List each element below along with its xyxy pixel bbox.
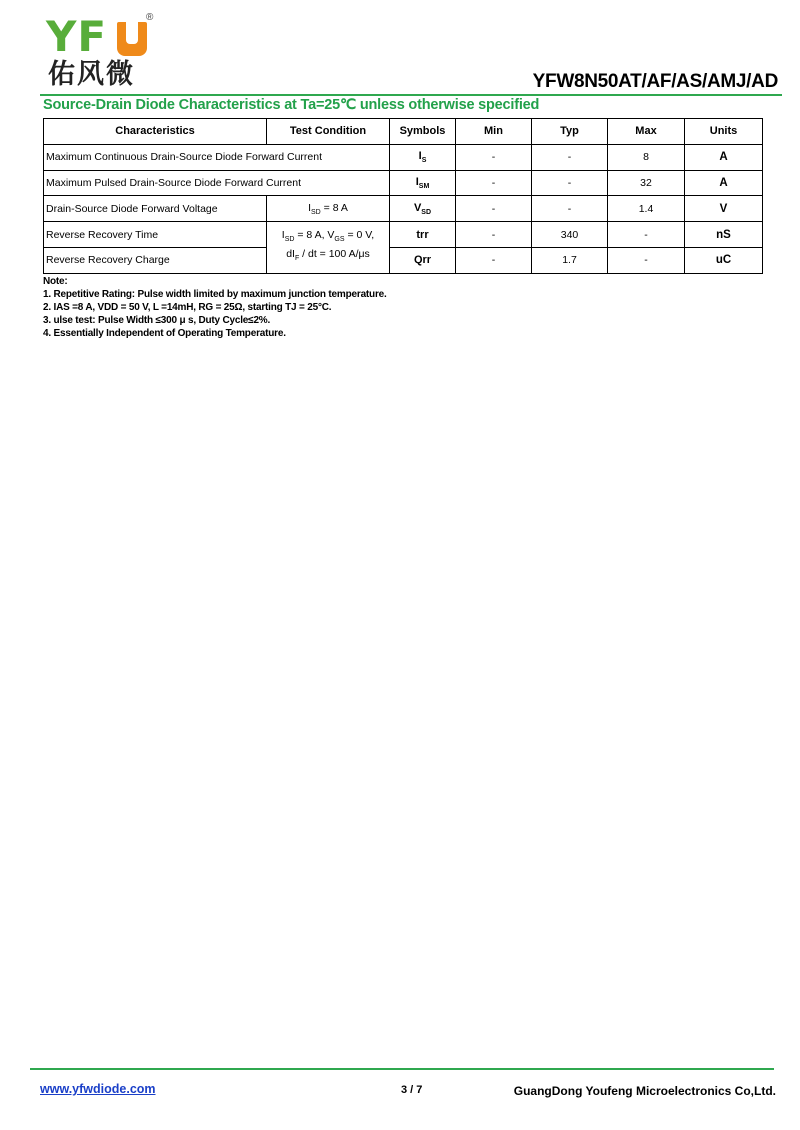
logo-letters: YF [46,12,108,61]
logo-u-mark [117,22,147,56]
min-cell: - [456,222,532,248]
max-cell: - [608,222,685,248]
registered-mark: ® [146,12,154,23]
unit-cell: uC [685,247,763,273]
website-link[interactable]: www.yfwdiode.com [40,1082,156,1096]
unit-cell: A [685,170,763,196]
column-header: Typ [532,119,608,145]
page-number: 3 / 7 [401,1084,423,1096]
table-row [44,144,763,170]
characteristic-cell: Reverse Recovery Charge [44,247,267,273]
footer-divider [30,1068,774,1070]
header-divider [40,94,782,96]
typ-cell: - [532,196,608,222]
characteristic-cell: Maximum Pulsed Drain-Source Diode Forward Current [44,170,390,196]
characteristics-table [43,118,763,274]
column-header: Max [608,119,685,145]
column-header: Test Condition [267,119,390,145]
company-logo [40,10,170,90]
typ-cell: 340 [532,222,608,248]
symbol-cell: $I_S$ [390,144,456,170]
notes-heading: Note: [43,276,68,287]
symbol-cell: $I_{SM}$ [390,170,456,196]
table-row [44,222,763,248]
column-header: Min [456,119,532,145]
typ-cell: 1.7 [532,247,608,273]
notes-block [43,275,387,340]
condition-cell: $I_{SD} = 8$ A [267,196,390,222]
note-item: 3. ulse test: Pulse Width ≤300 μ s, Duty Cycle≤2%. [43,315,271,326]
table-row [44,170,763,196]
characteristic-cell: Maximum Continuous Drain-Source Diode Forward Current [44,144,390,170]
column-header: Characteristics [44,119,267,145]
column-header: Units [685,119,763,145]
min-cell: - [456,247,532,273]
min-cell: - [456,170,532,196]
logo-chinese-name: 佑风微 [48,59,135,90]
typ-cell: - [532,144,608,170]
characteristic-cell: Reverse Recovery Time [44,222,267,248]
typ-cell: - [532,170,608,196]
section-title: Source-Drain Diode Characteristics at Ta=25℃ unless otherwise specified [43,97,540,113]
min-cell: - [456,144,532,170]
max-cell: 1.4 [608,196,685,222]
max-cell: 8 [608,144,685,170]
table-header-row [44,119,763,145]
column-header: Symbols [390,119,456,145]
condition-cell: $I_{SD} = 8$ A, $V_{GS} = 0$ V, $dI_F$ / dt = 100 A/μs [267,222,390,274]
characteristic-cell: Drain-Source Diode Forward Voltage [44,196,267,222]
unit-cell: A [685,144,763,170]
company-name: GuangDong Youfeng Microelectronics Co,Ltd. [513,1084,776,1098]
symbol-cell: Qrr [390,247,456,273]
table-row [44,196,763,222]
unit-cell: V [685,196,763,222]
note-item: 4. Essentially Independent of Operating Temperature. [43,328,286,339]
symbol-cell: $V_{SD}$ [390,196,456,222]
min-cell: - [456,196,532,222]
part-number-title: YFW8N50AT/AF/AS/AMJ/AD [532,71,778,92]
table-row [44,247,763,273]
max-cell: - [608,247,685,273]
max-cell: 32 [608,170,685,196]
unit-cell: nS [685,222,763,248]
note-item: 1. Repetitive Rating: Pulse width limited by maximum junction temperature. [43,289,387,300]
symbol-cell: trr [390,222,456,248]
note-item: 2. IAS =8 A, VDD = 50 V, L =14mH, RG = 25Ω, starting TJ = 25°C. [43,302,332,313]
